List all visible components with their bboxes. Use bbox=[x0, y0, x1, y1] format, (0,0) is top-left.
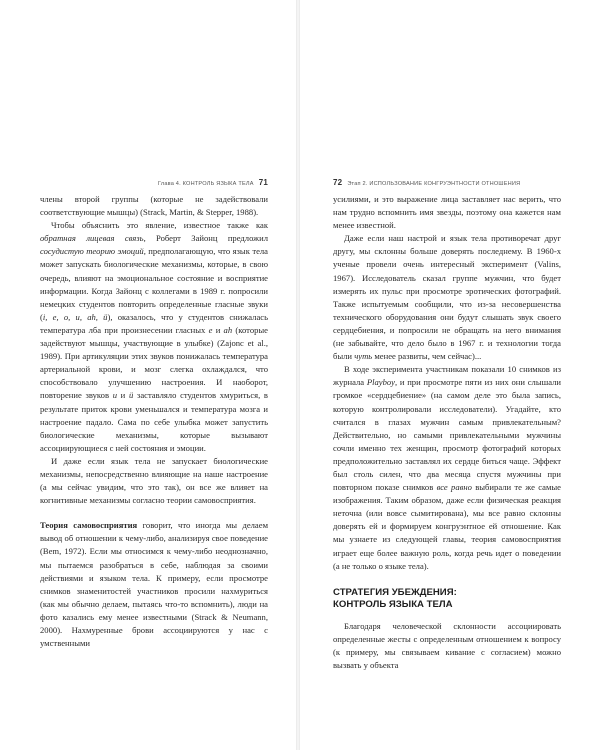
italic-phrase: все равно bbox=[436, 482, 472, 493]
italic-vowel: u bbox=[112, 390, 117, 401]
right-page-number: 72 bbox=[333, 178, 343, 187]
right-paragraph-2 bbox=[333, 232, 561, 363]
italic-vowel: ü bbox=[128, 390, 134, 401]
text-run: , предполагающую, что язык тела может запускать биологические механизмы, которые, в свою очередь, влияют на эмоциональное состояние и восприятие информации. Когда Зайонц с коллегами в 1989 г. попросили немецких студентов повторить определенные гласные звуки ( bbox=[40, 246, 268, 322]
left-paragraph-4 bbox=[40, 519, 268, 650]
text-run: менее развиты, чем сейчас)... bbox=[372, 351, 482, 362]
right-running-header bbox=[333, 178, 561, 187]
left-page bbox=[40, 178, 268, 650]
italic-term: обратная лицевая связь bbox=[40, 233, 144, 244]
text-run: ), оказалось, что у студентов снижалась температура лба при произнесении гласных bbox=[40, 311, 268, 335]
text-run: выбирали те же самые изображения. Таким образом, даже если физическая реакция неточна (или вовсе сымитирована), мы все равно склонны доверять ей и формируем конгруэнтное ей отношение. Как мы узнаете из следующей главы, теория самовосприятия играет еще более важную роль, когда речь идет о поведении (а не только о языке тела). bbox=[333, 482, 561, 571]
text-run: и bbox=[117, 390, 129, 401]
text-run: заставляло студентов хмуриться, в результате приток крови уменьшался и температура мозга и настроение падало. Сама по себе улыбка может запустить биологические механизмы, которые вызывают ассоциирующиеся с ней состояния и эмоции. bbox=[40, 390, 268, 453]
left-page-number: 71 bbox=[258, 178, 268, 187]
italic-vowel: e bbox=[208, 324, 213, 335]
right-page bbox=[333, 178, 561, 672]
section-heading-line-2: КОНТРОЛЬ ЯЗЫКА ТЕЛА bbox=[333, 598, 453, 610]
text-run: , и при просмотре пяти из них они слышали громкое «сердцебиение» (на самом деле это была запись, которую контролировали исследователи). Угадайте, кто считался в глазах мужчин самым привлекательным? Действительно, но самыми привлекательными мужчины сочли именно тех женщин, просмотр фотографий которых предположительно заставлял их сердце биться чаще. Эффект был столь силен, что два месяца спустя мужчины при повторном показе снимков bbox=[333, 377, 561, 493]
left-paragraph-2 bbox=[40, 219, 268, 455]
italic-term: сосудистую теорию эмоций bbox=[40, 246, 144, 257]
section-heading bbox=[333, 587, 561, 611]
italic-vowels: i, e, o, u, ah, ü bbox=[42, 311, 108, 322]
bold-term: Теория самовосприятия bbox=[40, 520, 138, 531]
text-run: говорит, что иногда мы делаем вывод об отношении к чему-либо, анализируя свое поведение (Bem, 1972). Если мы относимся к чему-либо неоднозначно, мы пытаемся разобраться в себе, наблюдая за своими действиями и языком тела. К примеру, если просмотре снимков знаменитостей участников просили нахмуриться (как мы обычно делаем, пытаясь что-то вспомнить), люди на фото казались ему менее известными (Strack & Neumann, 2000). Нахмуренные брови ассоциируются у нас с умственными bbox=[40, 520, 269, 649]
italic-vowel: ah bbox=[223, 324, 233, 335]
right-paragraph-3 bbox=[333, 363, 561, 573]
right-paragraph-4: Благодаря человеческой склонности ассоциировать определенные жесты с определенным отношением к вопросу (к примеру, мы связываем кивание с согласием) можно вызвать у объекта bbox=[333, 620, 561, 670]
text-run: и bbox=[212, 324, 224, 335]
text-run: (которые задействуют мышцы, участвующие в улыбке) (Zajonc et al., 1989). При артикуляции этих звуков понижалась температура артериальной крови, и мозг слегка охлаждался, что способствовало улучшению настроения. И наоборот, повторение звуков bbox=[40, 324, 268, 401]
left-paragraph-3: И даже если язык тела не запускает биологические механизмы, непосредственно влияющие на наше настроение (а мы сейчас увидим, что это так), он все же влияет на когнитивные механизмы согласно теории самовосприятия. bbox=[40, 455, 268, 506]
section-heading-line-1: СТРАТЕГИЯ УБЕЖДЕНИЯ: bbox=[333, 586, 457, 598]
text-run: Чтобы объяснить это явление, известное также как bbox=[51, 220, 268, 231]
left-running-header bbox=[40, 178, 268, 187]
right-paragraph-1: усилиями, и это выражение лица заставляет нас верить, что нам трудно вспомнить имя звезды, поэтому она кажется нам менее известной. bbox=[333, 194, 561, 231]
text-run: Даже если наш настрой и язык тела противоречат друг другу, мы склонны больше доверять последнему. В 1960-х ученые провели очень интересный эксперимент (Valins, 1967). Исследователь сказал группе мужчин, что будет измерять их пульс при просмотре эротических фотографий. Также испытуемым сообщили, что из-за несовершенства технического оборудования они будут слышать звук своего сердцебиения, и попросили не обращать на него внимания (не забывайте, что дело было в 1967 г. и технологии тогда были bbox=[333, 233, 561, 362]
text-run: , Роберт Зайонц предложил bbox=[143, 233, 268, 244]
italic-magazine-name: Playboy bbox=[366, 377, 396, 388]
left-paragraph-1: члены второй группы (которые не задействовали соответствующие мышцы) (Strack, Martin, & Stepper, 1988). bbox=[40, 194, 268, 218]
right-running-head-text: Этап 2. ИСПОЛЬЗОВАНИЕ КОНГРУЭНТНОСТИ ОТНОШЕНИЯ bbox=[347, 181, 521, 187]
text-run: В ходе эксперимента участникам показали 10 снимков из журнала bbox=[333, 364, 561, 388]
italic-word: чуть bbox=[354, 351, 373, 362]
book-gutter bbox=[296, 0, 300, 750]
left-running-head-text: Глава 4. КОНТРОЛЬ ЯЗЫКА ТЕЛА bbox=[157, 181, 254, 187]
